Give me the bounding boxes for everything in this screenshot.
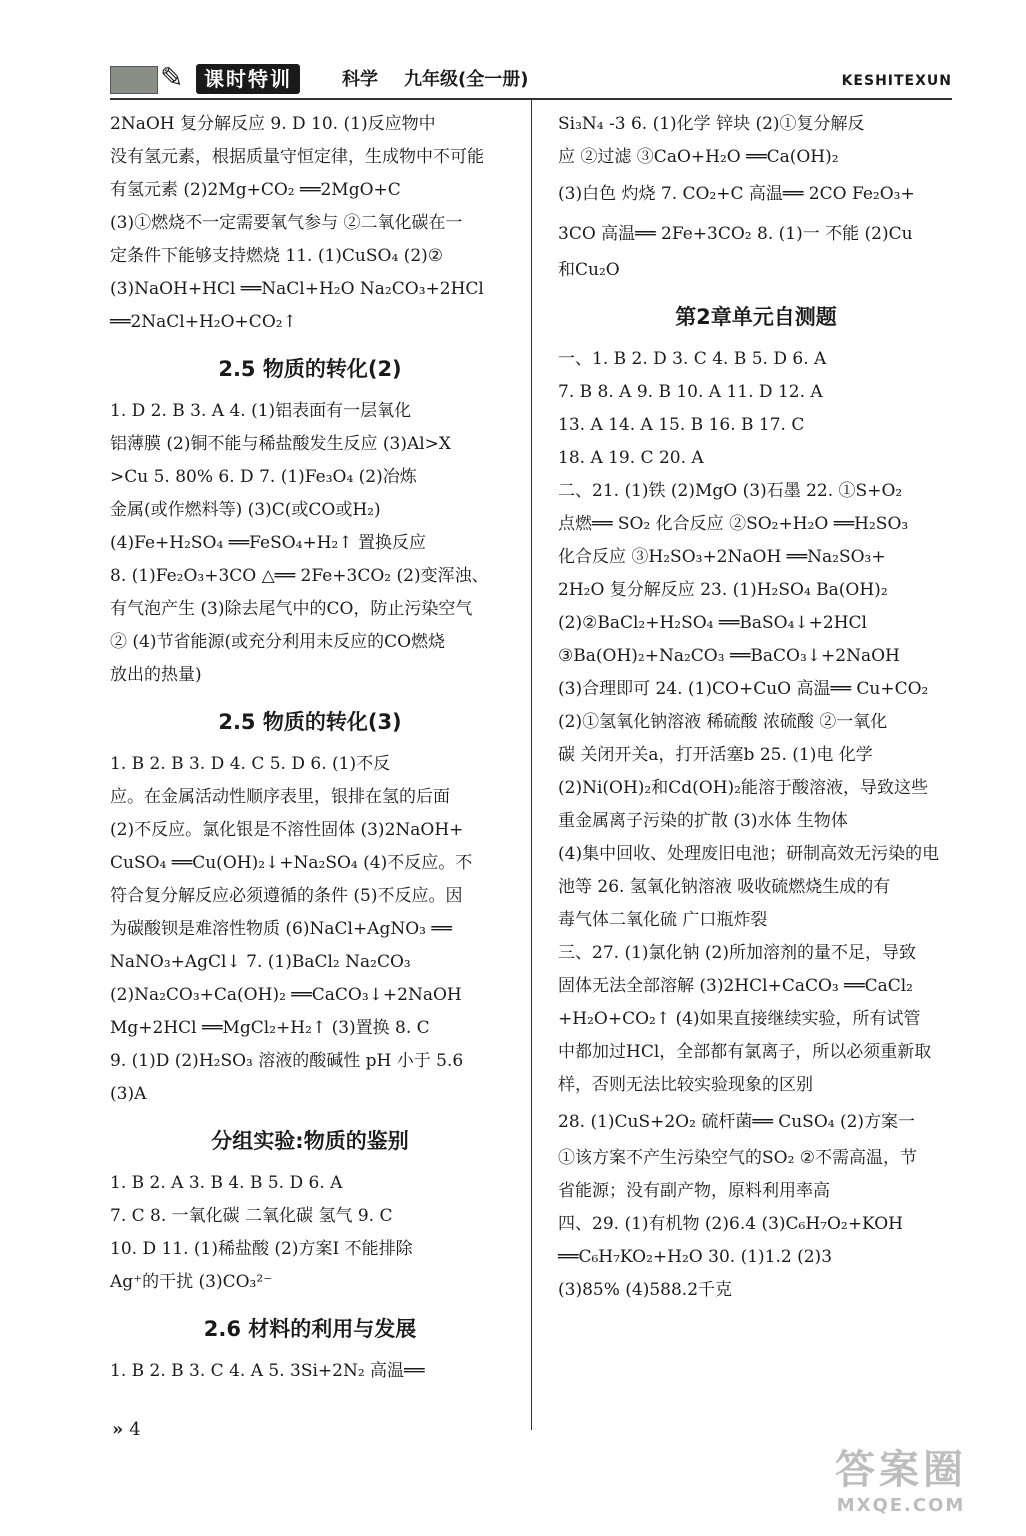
text-line: ② (4)节省能源(或充分利用未反应的CO燃烧 — [110, 632, 446, 652]
text-line: ══C₆H₇KO₂+H₂O 30. (1)1.2 (2)3 — [558, 1247, 833, 1267]
text-line: 样，否则无法比较实验现象的区别 — [558, 1075, 813, 1095]
text-line: 13. A 14. A 15. B 16. B 17. C — [558, 415, 805, 435]
text-line: 毒气体二氧化硫 广口瓶炸裂 — [558, 910, 768, 930]
text-line: 8. (1)Fe₂O₃+3CO △══ 2Fe+3CO₂ (2)变浑浊、 — [110, 566, 489, 586]
text-line: Si₃N₄ -3 6. (1)化学 锌块 (2)①复分解反 — [558, 114, 865, 134]
text-line: ══2NaCl+H₂O+CO₂↑ — [110, 312, 297, 332]
text-line: Mg+2HCl ══MgCl₂+H₂↑ (3)置换 8. C — [110, 1018, 430, 1038]
text-line: 重金属离子污染的扩散 (3)水体 生物体 — [558, 811, 848, 831]
watermark — [816, 1446, 986, 1526]
brand-label: KESHITEXUN — [841, 73, 952, 89]
text-line: ①该方案不产生污染空气的SO₂ ②不需高温，节 — [558, 1148, 918, 1168]
text-line: 和Cu₂O — [558, 260, 620, 280]
text-line: 没有氢元素，根据质量守恒定律，生成物中不可能 — [110, 147, 484, 167]
text-line: 点燃══ SO₂ 化合反应 ②SO₂+H₂O ══H₂SO₃ — [558, 514, 909, 534]
text-line: 2H₂O 复分解反应 23. (1)H₂SO₄ Ba(OH)₂ — [558, 580, 888, 600]
text-line: 金属(或作燃料等) (3)C(或CO或H₂) — [110, 500, 381, 520]
text-line: 符合复分解反应必须遵循的条件 (5)不反应。因 — [110, 886, 463, 906]
page-number — [112, 1418, 141, 1442]
text-line: 固体无法全部溶解 (3)2HCl+CaCO₃ ══CaCl₂ — [558, 976, 913, 996]
text-line: 1. B 2. B 3. D 4. C 5. D 6. (1)不反 — [110, 754, 391, 774]
section-title: 2.5 物质的转化(3) — [218, 710, 402, 734]
text-line: 三、27. (1)氯化钠 (2)所加溶剂的量不足，导致 — [558, 943, 917, 963]
text-line: 碳 关闭开关a，打开活塞b 25. (1)电 化学 — [558, 745, 873, 765]
text-line: 1. B 2. B 3. C 4. A 5. 3Si+2N₂ 高温══ — [110, 1361, 425, 1381]
text-line: NaNO₃+AgCl↓ 7. (1)BaCl₂ Na₂CO₃ — [110, 952, 411, 972]
text-line: 3CO 高温══ 2Fe+3CO₂ 8. (1)一 不能 (2)Cu — [558, 224, 913, 244]
text-line: 池等 26. 氢氧化钠溶液 吸收硫燃烧生成的有 — [558, 877, 891, 897]
text-line: 有气泡产生 (3)除去尾气中的CO，防止污染空气 — [110, 599, 473, 619]
text-line: (3)合理即可 24. (1)CO+CuO 高温══ Cu+CO₂ — [558, 679, 929, 699]
text-line: >Cu 5. 80% 6. D 7. (1)Fe₃O₄ (2)冶炼 — [110, 467, 417, 487]
text-line: 化合反应 ③H₂SO₃+2NaOH ══Na₂SO₃+ — [558, 547, 886, 567]
text-line: 四、29. (1)有机物 (2)6.4 (3)C₆H₇O₂+KOH — [558, 1214, 903, 1234]
text-line: (3)①燃烧不一定需要氧气参与 ②二氧化碳在一 — [110, 213, 463, 233]
text-line: Ag⁺的干扰 (3)CO₃²⁻ — [110, 1272, 273, 1292]
text-line: 9. (1)D (2)H₂SO₃ 溶液的酸碱性 pH 小于 5.6 — [110, 1051, 464, 1071]
text-line: 1. D 2. B 3. A 4. (1)铝表面有一层氧化 — [110, 401, 412, 421]
watermark-url: MXQE.COM — [836, 1495, 966, 1516]
text-line: 省能源；没有副产物，原料利用率高 — [558, 1181, 830, 1201]
text-line: (2)不反应。氯化银是不溶性固体 (3)2NaOH+ — [110, 820, 464, 840]
text-line: 放出的热量) — [110, 665, 202, 685]
text-line: 为碳酸钡是难溶性物质 (6)NaCl+AgNO₃ ══ — [110, 919, 452, 939]
watermark-title: 答案圈 — [835, 1447, 967, 1493]
double-chevron-icon: » — [112, 1419, 124, 1440]
text-line: 7. C 8. 一氧化碳 二氧化碳 氢气 9. C — [110, 1206, 393, 1226]
text-line: +H₂O+CO₂↑ (4)如果直接继续实验，所有试管 — [558, 1009, 921, 1029]
text-line: ③Ba(OH)₂+Na₂CO₃ ══BaCO₃↓+2NaOH — [558, 646, 900, 666]
text-line: 应 ②过滤 ③CaO+H₂O ══Ca(OH)₂ — [558, 147, 839, 167]
text-line: (2)①氢氧化钠溶液 稀硫酸 浓硫酸 ②一氧化 — [558, 712, 888, 732]
text-line: (2)Ni(OH)₂和Cd(OH)₂能溶于酸溶液，导致这些 — [558, 778, 928, 798]
left-column — [110, 108, 510, 1388]
text-line: (2)②BaCl₂+H₂SO₄ ══BaSO₄↓+2HCl — [558, 613, 867, 633]
page-header — [110, 60, 952, 100]
text-line: (3)A — [110, 1084, 147, 1104]
pen-icon: ✎ — [160, 61, 184, 94]
column-divider — [531, 100, 532, 1430]
text-line: (3)85% (4)588.2千克 — [558, 1280, 733, 1300]
text-line: 10. D 11. (1)稀盐酸 (2)方案Ⅰ 不能排除 — [110, 1239, 413, 1259]
section-title: 2.5 物质的转化(2) — [218, 357, 402, 381]
page-number-value: 4 — [129, 1419, 141, 1440]
grade-label: 九年级(全一册) — [404, 69, 529, 90]
text-line: 铝薄膜 (2)铜不能与稀盐酸发生反应 (3)Al>X — [110, 434, 452, 454]
right-column — [558, 108, 954, 1307]
series-logo: 课时特训 — [196, 64, 300, 94]
text-line: (3)NaOH+HCl ══NaCl+H₂O Na₂CO₃+2HCl — [110, 279, 484, 299]
text-line: 二、21. (1)铁 (2)MgO (3)石墨 22. ①S+O₂ — [558, 481, 903, 501]
text-line: 有氢元素 (2)2Mg+CO₂ ══2MgO+C — [110, 180, 401, 200]
text-line: (4)Fe+H₂SO₄ ══FeSO₄+H₂↑ 置换反应 — [110, 533, 427, 553]
text-line: 18. A 19. C 20. A — [558, 448, 704, 468]
section-title: 2.6 材料的利用与发展 — [203, 1317, 417, 1341]
text-line: 2NaOH 复分解反应 9. D 10. (1)反应物中 — [110, 114, 436, 134]
text-line: 一、1. B 2. D 3. C 4. B 5. D 6. A — [558, 349, 827, 369]
subject-label: 科学 — [342, 69, 378, 90]
section-title: 分组实验:物质的鉴别 — [211, 1129, 409, 1153]
text-line: (2)Na₂CO₃+Ca(OH)₂ ══CaCO₃↓+2NaOH — [110, 985, 462, 1005]
text-line: 应。在金属活动性顺序表里，银排在氢的后面 — [110, 787, 450, 807]
text-line: (4)集中回收、处理废旧电池；研制高效无污染的电 — [558, 844, 940, 864]
text-line: 定条件下能够支持燃烧 11. (1)CuSO₄ (2)② — [110, 246, 444, 266]
text-line: (3)白色 灼烧 7. CO₂+C 高温══ 2CO Fe₂O₃+ — [558, 184, 915, 204]
text-line: 1. B 2. A 3. B 4. B 5. D 6. A — [110, 1173, 343, 1193]
section-title: 第2章单元自测题 — [675, 305, 837, 329]
logo-box — [110, 66, 158, 94]
text-line: 中都加过HCl，全部都有氯离子，所以必须重新取 — [558, 1042, 932, 1062]
text-line: CuSO₄ ══Cu(OH)₂↓+Na₂SO₄ (4)不反应。不 — [110, 853, 473, 873]
text-line: 28. (1)CuS+2O₂ 硫杆菌══ CuSO₄ (2)方案一 — [558, 1112, 916, 1132]
text-line: 7. B 8. A 9. B 10. A 11. D 12. A — [558, 382, 823, 402]
